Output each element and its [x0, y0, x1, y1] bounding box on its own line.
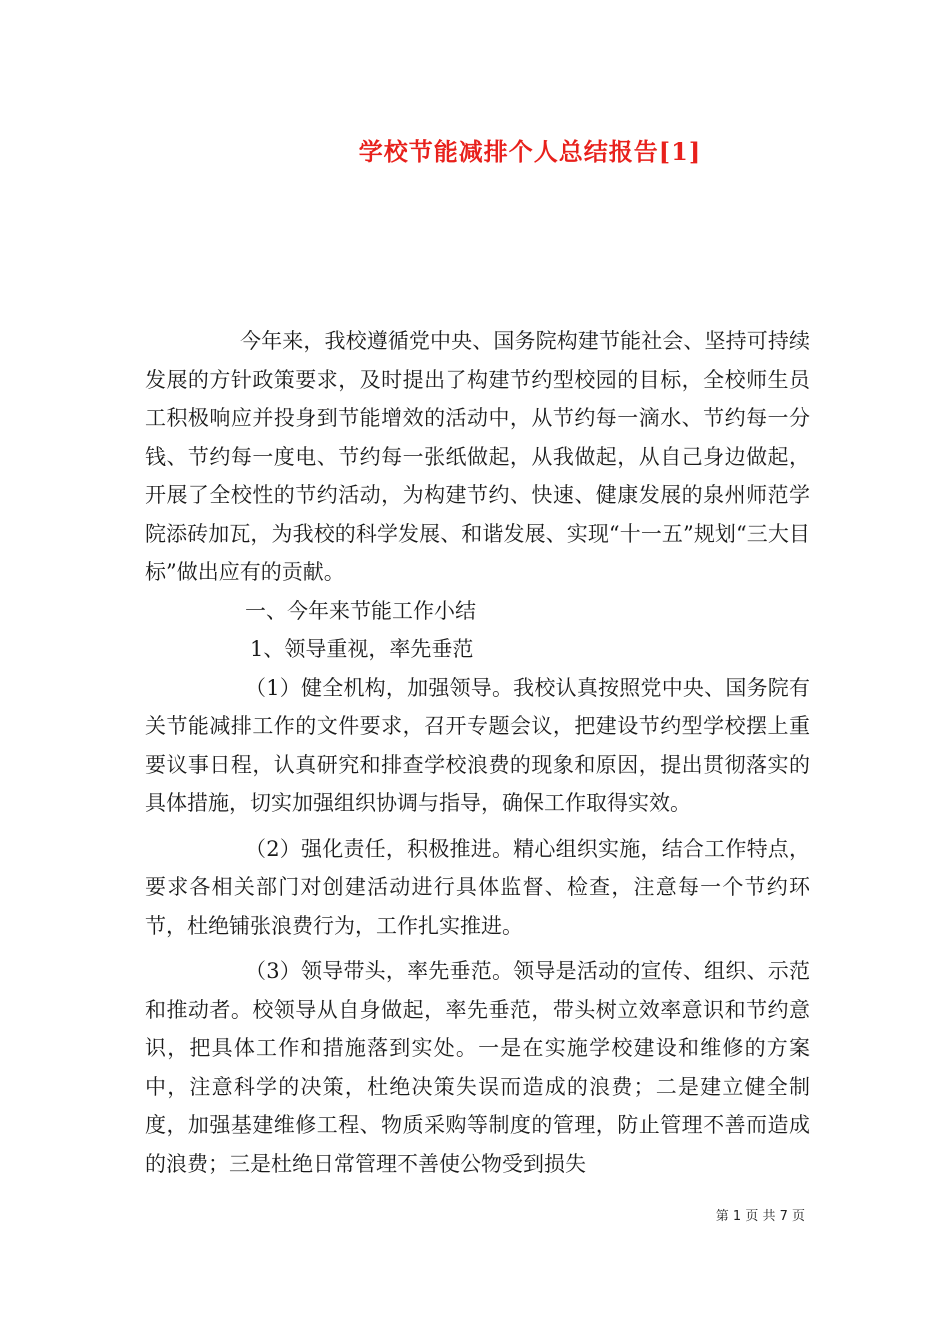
page-number: 第 1 页 共 7 页 [715, 1209, 805, 1224]
item-paragraph-2: （2）强化责任，积极推进。精心组织实施，结合工作特点，要求各相关部门对创建活动进行具体监督、检查，注意每一个节约环节，杜绝铺张浪费行为，工作扎实推进。 [145, 836, 810, 938]
intro-paragraph: 今年来，我校遵循党中央、国务院构建节能社会、坚持可持续发展的方针政策要求，及时提出了构建节约型校园的目标，全校师生员工积极响应并投身到节能增效的活动中，从节约每一滴水、节约每一分钱、节约每一度电、节约每一张纸做起，从我做起，从自己身边做起，开展了全校性的节约活动，为构建节约、快速、健康发展的泉州师范学院添砖加瓦，为我校的科学发展、和谐发展、实现“十一五”规划“三大目标”做出应有的贡献。 [145, 329, 810, 584]
document-title: 学校节能减排个人总结报告[1] [358, 137, 702, 166]
item-paragraph-3: （3）领导带头，率先垂范。领导是活动的宣传、组织、示范和推动者。校领导从自身做起，率先垂范，带头树立效率意识和节约意识，把具体工作和措施落到实处。一是在实施学校建设和维修的方案中，注意科学的决策，杜绝决策失误而造成的浪费；二是建立健全制度，加强基建维修工程、物质采购等制度的管理，防止管理不善而造成的浪费；三是杜绝日常管理不善使公物受到损失 [145, 959, 810, 1176]
document-body [145, 322, 810, 1183]
section-heading: 一、今年来节能工作小结 [245, 598, 476, 623]
subsection-heading: 1、领导重视，率先垂范 [250, 637, 474, 661]
item-paragraph-1: （1）健全机构，加强领导。我校认真按照党中央、国务院有关节能减排工作的文件要求，召开专题会议，把建设节约型学校摆上重要议事日程，认真研究和排查学校浪费的现象和原因，提出贯彻落实的具体措施，切实加强组织协调与指导，确保工作取得实效。 [145, 675, 810, 815]
